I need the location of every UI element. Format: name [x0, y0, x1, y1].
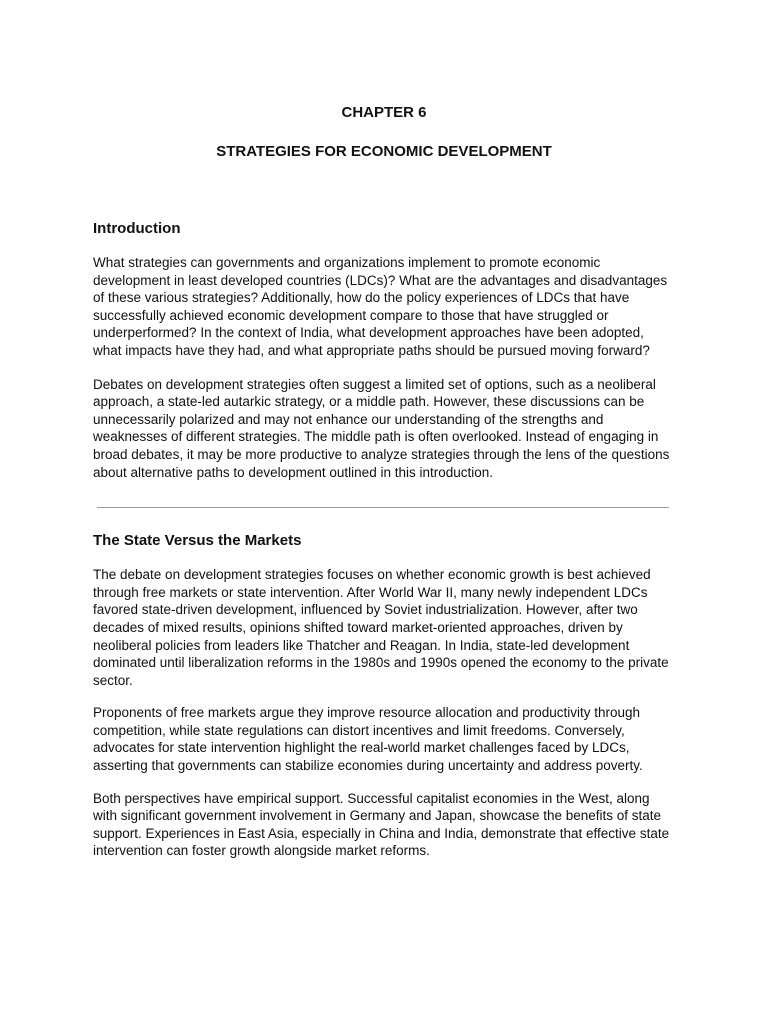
section-divider [97, 507, 669, 508]
chapter-label: CHAPTER 6 [341, 104, 427, 121]
document-body [93, 220, 675, 860]
introduction-paragraph-2: Debates on development strategies often suggest a limited set of options, such as a neoliberal approach, a state-led autarkic strategy, or a middle path. However, these discussions can be unnecessarily polarized and may not enhance our understanding of the strengths and weaknesses of different strategies. The middle path is often overlooked. Instead of engaging in broad debates, it may be more productive to analyze strategies through the lens of the questions about alternative paths to development outlined in this introduction. [93, 376, 670, 480]
section-heading-introduction: Introduction [93, 220, 181, 237]
introduction-paragraph-1: What strategies can governments and organizations implement to promote economic development in least developed countries (LDCs)? What are the advantages and disadvantages of these various strategies? Additionally, how do the policy experiences of LDCs that have successfully achieved economic development compare to those that have struggled or underperformed? In the context of India, what development approaches have been adopted, what impacts have they had, and what appropriate paths should be pursued moving forward? [93, 255, 668, 358]
state-vs-markets-paragraph-2: Proponents of free markets argue they improve resource allocation and productivity through competition, while state regulations can distort incentives and limit freedoms. Conversely, advocates for state intervention highlight the real-world market challenges faced by LDCs, asserting that governments can stabilize economies during uncertainty and address poverty. [93, 705, 643, 774]
section-heading-state-vs-markets: The State Versus the Markets [93, 532, 302, 550]
state-vs-markets-paragraph-3: Both perspectives have empirical support. Successful capitalist economies in the West, along with significant government involvement in Germany and Japan, showcase the benefits of state support. Experiences in East Asia, especially in China and India, demonstrate that effective state intervention can foster growth alongside market reforms. [93, 790, 670, 859]
chapter-title: STRATEGIES FOR ECONOMIC DEVELOPMENT [216, 143, 552, 160]
state-vs-markets-paragraph-1: The debate on development strategies focuses on whether economic growth is best achieved through free markets or state intervention. After World War II, many newly independent LDCs favored state-driven development, influenced by Soviet industrialization. However, after two decades of mixed results, opinions shifted toward market-oriented approaches, driven by neoliberal policies from leaders like Thatcher and Reagan. In India, state-led development dominated until liberalization reforms in the 1980s and 1990s opened the economy to the private sector. [93, 567, 669, 688]
